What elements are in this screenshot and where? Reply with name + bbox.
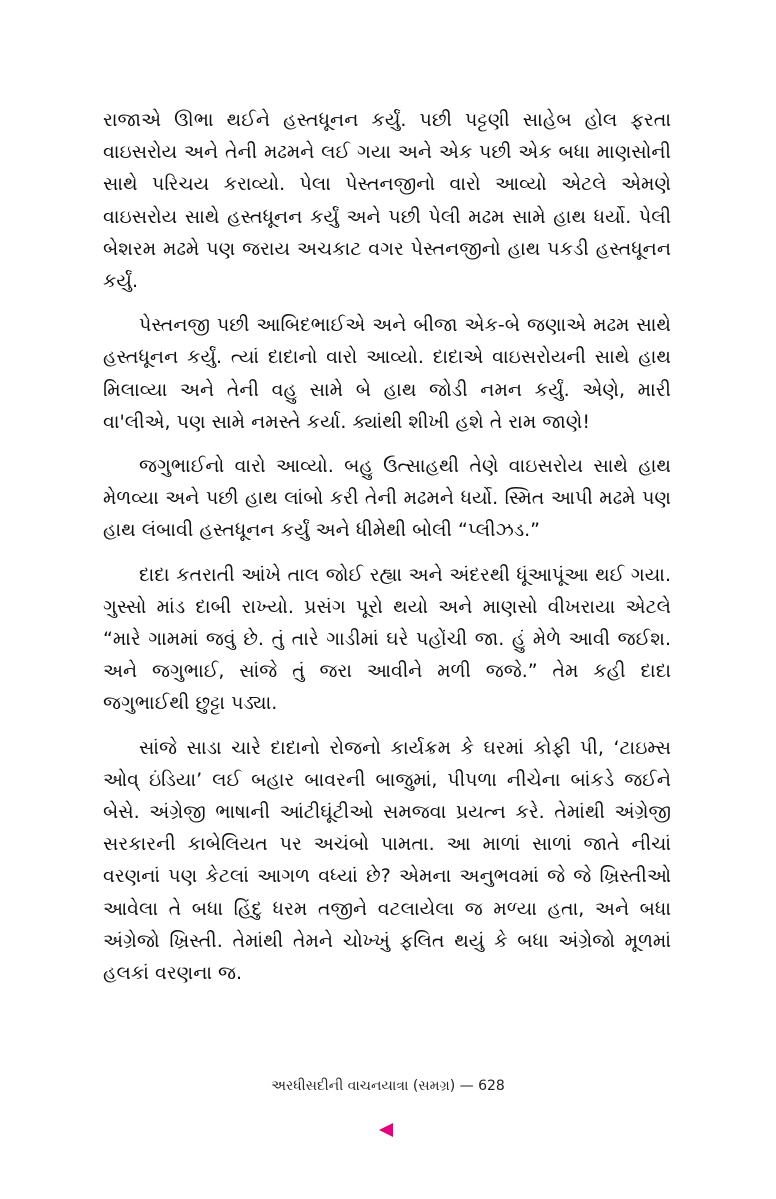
page-body: [103, 104, 671, 1001]
paragraph-4: દાદા કતરાતી આંખે તાલ જોઈ રહ્યા અને અંદરથી ધૂંઆપૂંઆ થઈ ગયા. ગુસ્સો માંડ દાબી રાખ્યો. પ્રસંગ પૂરો થયો અને માણસો વીખરાયા એટલે “મારે ગામમાં જવું છે. તું તારે ગાડીમાં ઘરે પહોંચી જા. હું મેળે આવી જઈશ. અને જગુભાઈ, સાંજે તું જરા આવીને મળી જજે.” તેમ કહી દાદા જગુભાઈથી છુટ્ટા પડ્યા.: [103, 563, 671, 715]
paragraph-1: રાજાએ ઊભા થઈને હસ્તધૂનન કર્યું. પછી પટ્ટણી સાહેબ હોલ ફરતા વાઇસરોય અને તેની મઢમને લઈ ગયા અને એક પછી એક બધા માણસોની સાથે પરિચય કરાવ્યો. પેલા પેસ્તનજીનો વારો આવ્યો એટલે એમણે વાઇસરોય સાથે હસ્તધૂનન કર્યું અને પછી પેલી મઢમ સામે હાથ ધર્યો. પેલી બેશરમ મઢમે પણ જરાય અચકાટ વગર પેસ્તનજીનો હાથ પકડી હસ્તધૂનન કર્યું.: [103, 109, 671, 293]
previous-page-icon[interactable]: [379, 1123, 393, 1137]
paragraph-2: પેસ્તનજી પછી આબિદભાઈએ અને બીજા એક-બે જણાએ મઢમ સાથે હસ્તધૂનન કર્યું. ત્યાં દાદાનો વારો આવ્યો. દાદાએ વાઇસરોયની સાથે હાથ મિલાવ્યા અને તેની વહુ સામે બે હાથ જોડી નમન કર્યું. એણે, મારી વા'લીએ, પણ સામે નમસ્તે કર્યા. ક્યાંથી શીખી હશે તે રામ જાણે!: [103, 314, 671, 433]
paragraph-3: જગુભાઈનો વારો આવ્યો. બહુ ઉત્સાહથી તેણે વાઇસરોય સાથે હાથ મેળવ્યા અને પછી હાથ લાંબો કરી તેની મઢમને ધર્યો. સ્મિત આપી મઢમે પણ હાથ લંબાવી હસ્તધૂનન કર્યું અને ધીમેથી બોલી “પ્લીઝડ.”: [103, 455, 671, 542]
page-footer: અરધીસદીની વાચનયાત્રા (સમગ્ર) — 628: [271, 1078, 505, 1094]
paragraph-5: સાંજે સાડા ચારે દાદાનો રોજનો કાર્યક્રમ કે ઘરમાં કોફી પી, ‘ટાઇમ્સ ઓવ્ ઇંડિયા’ લઈ બહાર બાવરની બાજુમાં, પીપળા નીચેના બાંકડે જઈને બેસે. અંગ્રેજી ભાષાની આંટીઘૂંટીઓ સમજવા પ્રયત્ન કરે. તેમાંથી અંગ્રેજી સરકારની કાબેલિયત પર અચંબો પામતા. આ માળાં સાળાં જાતે નીચાં વરણનાં પણ કેટલાં આગળ વધ્યાં છે? એમના અનુભવમાં જે જે ખ્રિસ્તીઓ આવેલા તે બધા હિંદુ ધરમ તજીને વટલાયેલા જ મળ્યા હતા, અને બધા અંગ્રેજો ખ્રિસ્તી. તેમાંથી તેમને ચોખ્ખું ફલિત થયું કે બધા અંગ્રેજો મૂળમાં હલકાં વરણના જ.: [103, 736, 671, 985]
